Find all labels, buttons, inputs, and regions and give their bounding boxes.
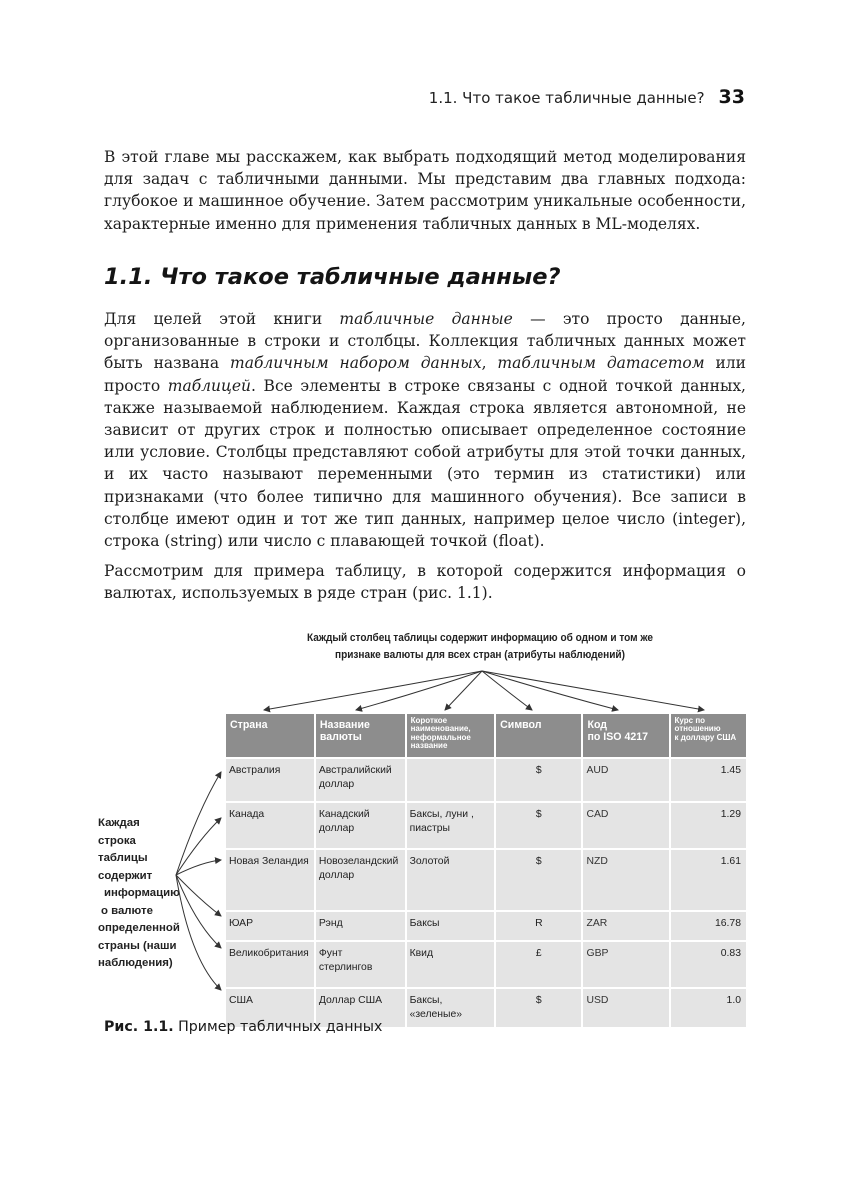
cell-text: стерлингов xyxy=(318,962,373,973)
cell-text: Баксы, луни , xyxy=(409,809,474,820)
page-number: 33 xyxy=(718,86,745,108)
section-heading: 1.1. Что такое табличные данные? xyxy=(104,264,561,290)
table-row xyxy=(226,942,746,987)
row-callout-line: строка таблицы xyxy=(98,834,148,864)
cell-symbol: £ xyxy=(496,942,581,987)
row-callout-line: страны (наши xyxy=(98,939,177,952)
row-callout-line: Каждая xyxy=(98,817,140,829)
cell-text: Баксы, «зеленые» xyxy=(409,995,463,1020)
cell-symbol: R xyxy=(496,912,581,940)
cell-iso-code: GBP xyxy=(583,942,668,987)
cell-country: Новая Зеландия xyxy=(226,850,314,910)
cell-text: пиастры xyxy=(409,823,451,834)
cell-iso-code: USD xyxy=(583,989,668,1027)
table-row xyxy=(226,759,746,801)
cell-text: доллар xyxy=(318,779,355,790)
para1-text-1: Для целей этой книги xyxy=(104,310,340,328)
column-header-symbol xyxy=(496,714,581,757)
table-row xyxy=(226,912,746,940)
column-header-iso-code xyxy=(583,714,668,757)
cell-usd-rate: 1.29 xyxy=(671,803,746,848)
cell-usd-rate: 16.78 xyxy=(671,912,746,940)
example-paragraph: Рассмотрим для примера таблицу, в которой содержится информация о валютах, используемых в ряде стран (рис. 1.1). xyxy=(104,562,746,603)
header-text: неформальное xyxy=(410,732,471,742)
header-text: к доллару США xyxy=(674,732,737,742)
cell-text: доллар xyxy=(318,870,355,881)
column-arrow xyxy=(445,671,482,710)
cell-usd-rate: 1.0 xyxy=(671,989,746,1027)
cell-iso-code: ZAR xyxy=(583,912,668,940)
row-callout-line: определенной xyxy=(98,922,180,934)
definition-paragraph xyxy=(104,308,746,552)
row-callout-line: содержит xyxy=(98,869,153,882)
cell-usd-rate: 1.61 xyxy=(671,850,746,910)
cell-iso-code: AUD xyxy=(583,759,668,801)
table-row xyxy=(226,803,746,848)
cell-country: Великобритания xyxy=(226,942,314,987)
cell-country: Австралия xyxy=(226,759,314,801)
column-arrow xyxy=(264,671,482,710)
figure-column-callout xyxy=(291,630,669,664)
cell-iso-code: CAD xyxy=(583,803,668,848)
cell-country: США xyxy=(226,989,314,1027)
cell-country: ЮАР xyxy=(226,912,314,940)
cell-short-name xyxy=(407,989,495,1027)
cell-text: Золотой xyxy=(409,856,450,867)
header-text: отношению xyxy=(674,724,721,734)
cell-short-name xyxy=(407,942,495,987)
header-text: Курс по xyxy=(674,716,706,725)
column-header-currency-name xyxy=(316,714,405,757)
cell-text: доллар xyxy=(318,823,355,834)
term-tabular-datasetom: табличным датасетом xyxy=(497,354,705,373)
column-arrow xyxy=(482,671,704,710)
intro-paragraph: В этой главе мы расскажем, как выбрать подходящий метод моделирования для задач с табличными данными. Мы представим два главных подхода: глубокое и машинное обучение. Затем рассмотрим уникальные особенности, характерные именно для применения табличных данных в ML-моделях. xyxy=(104,148,746,233)
table-header-row xyxy=(226,714,746,757)
column-header-usd-rate xyxy=(671,714,746,757)
para1-text-2: — это просто данные, организованные в строки и столбцы. Коллекция табличных данных может быть названа xyxy=(104,310,746,373)
column-arrow xyxy=(356,671,482,710)
header-text: Символ xyxy=(500,719,542,731)
column-header-short-name xyxy=(407,714,495,757)
running-head xyxy=(429,86,745,108)
cell-text: Канадский xyxy=(318,809,370,820)
cell-text: Доллар США xyxy=(318,995,383,1006)
row-callout-line: наблюдения) xyxy=(98,957,173,969)
cell-text: Баксы xyxy=(409,918,440,929)
cell-currency-name xyxy=(316,759,405,801)
table-row xyxy=(226,850,746,910)
column-header-country xyxy=(226,714,314,757)
column-callout-line-1: Каждый столбец таблицы содержит информацию об одном и том же xyxy=(306,632,654,644)
cell-usd-rate: 1.45 xyxy=(671,759,746,801)
figure-caption-label: Рис. 1.1. xyxy=(104,1019,174,1035)
header-text: название xyxy=(410,741,448,751)
cell-currency-name xyxy=(316,850,405,910)
column-arrow xyxy=(482,671,532,710)
cell-usd-rate: 0.83 xyxy=(671,942,746,987)
header-text: по ISO 4217 xyxy=(587,731,649,743)
cell-text: Фунт xyxy=(318,948,343,959)
para1-text-4: или просто xyxy=(104,354,746,395)
row-callout-line: информацию xyxy=(104,887,180,899)
column-callout-line-2: признаке валюты для всех стран (атрибуты наблюдений) xyxy=(335,649,625,661)
para1-text-3: , xyxy=(481,354,498,373)
figure-caption-text: Пример табличных данных xyxy=(173,1019,383,1035)
header-text: Код xyxy=(587,719,608,731)
cell-text: Рэнд xyxy=(318,918,343,929)
header-text: Название xyxy=(319,719,370,731)
figure-caption xyxy=(104,1019,382,1035)
cell-short-name xyxy=(407,759,495,801)
cell-currency-name xyxy=(316,803,405,848)
para1-text-5: . Все элементы в строке связаны с одной точкой данных, также называемой наблюдением. Каждая строка является автономной, не зависит от других строк и полностью описывает определенное состояние или условие. Столбцы представляют собой атрибуты для этой точки данных, и их часто называют переменными (это термин из статистики) или признаками (что более типично для машинного обучения). Все записи в столбце имеют один и тот же тип данных, например целое число (integer), строка (string) или число с плавающей точкой (float). xyxy=(104,376,746,551)
cell-short-name xyxy=(407,850,495,910)
header-text: Короткое xyxy=(410,716,448,725)
running-head-title: 1.1. Что такое табличные данные? xyxy=(428,89,705,107)
column-arrow xyxy=(482,671,618,710)
cell-country: Канада xyxy=(226,803,314,848)
cell-text: Квид xyxy=(409,948,434,959)
cell-symbol: $ xyxy=(496,989,581,1027)
row-callout-line: о валюте xyxy=(101,904,153,917)
cell-text: Австралийский xyxy=(318,765,392,776)
figure-row-callout xyxy=(98,815,188,973)
cell-text: Новозеландский xyxy=(318,856,399,867)
header-text: валюты xyxy=(319,731,362,743)
cell-symbol: $ xyxy=(496,850,581,910)
cell-symbol: $ xyxy=(496,803,581,848)
cell-iso-code: NZD xyxy=(583,850,668,910)
term-tabular-data: табличные данные xyxy=(339,310,513,328)
cell-currency-name xyxy=(316,912,405,940)
cell-currency-name xyxy=(316,942,405,987)
header-text: наименование, xyxy=(410,724,471,734)
header-text: Страна xyxy=(230,719,268,731)
currency-table xyxy=(224,712,748,1029)
currency-table-wrapper xyxy=(226,712,746,1029)
cell-short-name xyxy=(407,912,495,940)
term-tabular-dataset: табличным набором данных xyxy=(230,354,482,373)
cell-symbol: $ xyxy=(496,759,581,801)
cell-short-name xyxy=(407,803,495,848)
term-table: таблицей xyxy=(167,376,252,395)
